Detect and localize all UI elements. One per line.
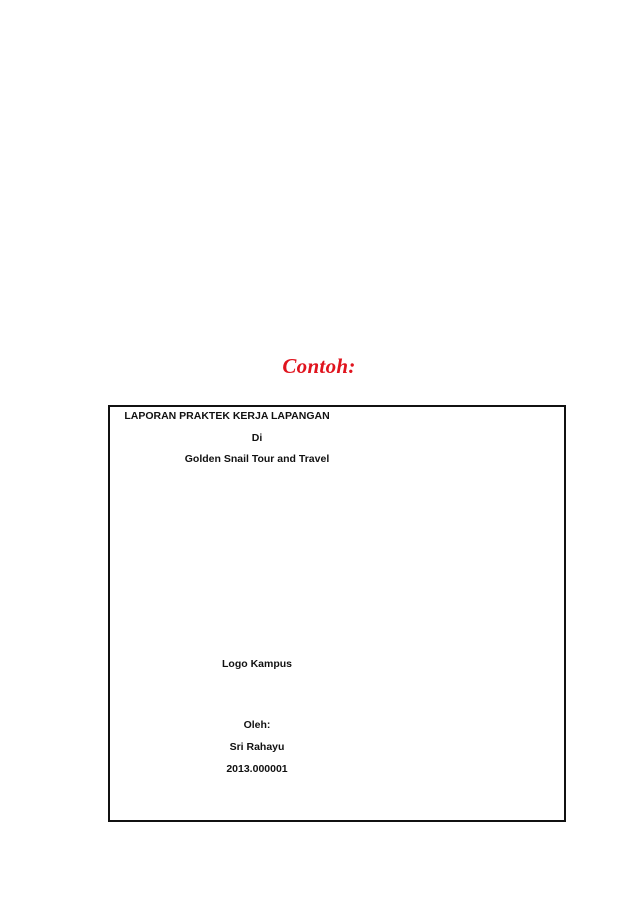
example-heading: Contoh: [282, 354, 356, 378]
company-name: Golden Snail Tour and Travel [184, 453, 330, 465]
student-id: 2013.000001 [226, 763, 288, 775]
di-label: Di [251, 432, 263, 444]
campus-logo-placeholder: Logo Kampus [222, 658, 292, 670]
cover-page-frame [108, 405, 566, 822]
author-name: Sri Rahayu [229, 741, 285, 753]
author-label: Oleh: [243, 719, 271, 731]
report-title: LAPORAN PRAKTEK KERJA LAPANGAN [124, 410, 330, 422]
